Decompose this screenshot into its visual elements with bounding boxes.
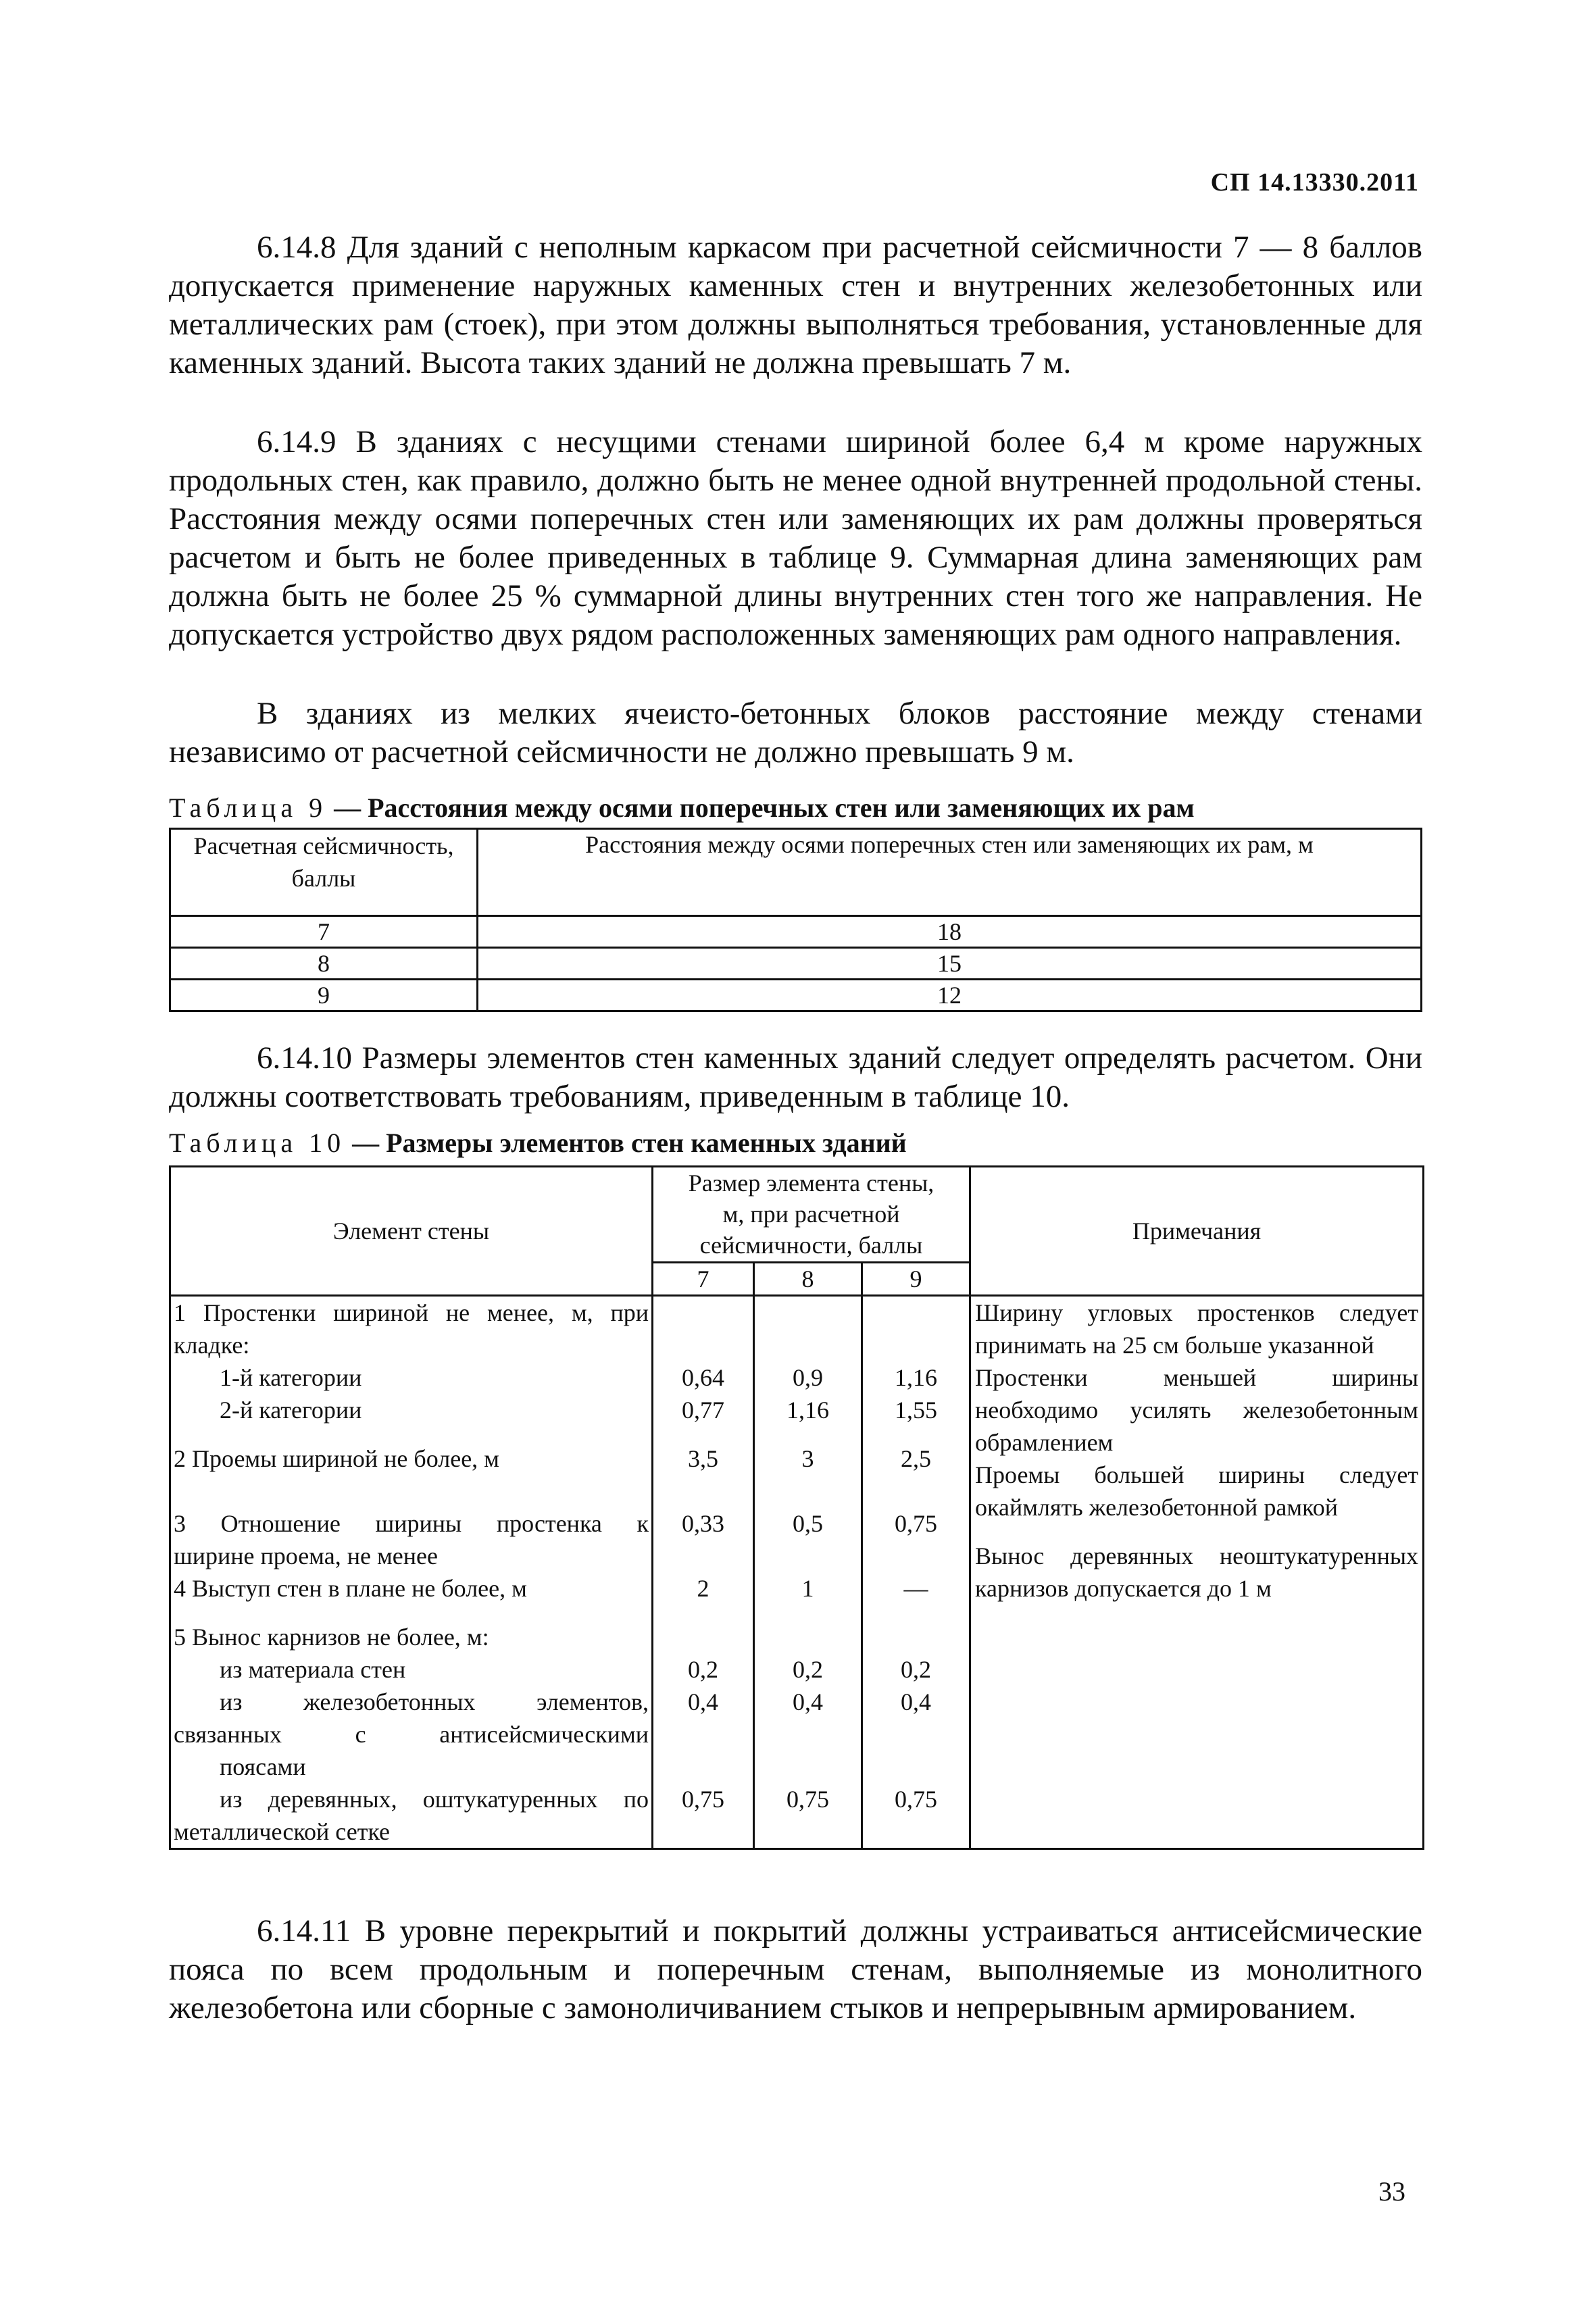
table9 xyxy=(169,828,1422,1012)
paragraph-6-14-10 xyxy=(169,1039,1422,1116)
table9-distance-cell: 18 xyxy=(478,916,1422,948)
table10-caption xyxy=(169,1127,907,1159)
table10 xyxy=(169,1165,1424,1850)
table9-seismicity-cell: 8 xyxy=(170,948,478,980)
table-row xyxy=(170,948,1422,980)
table10-element-cell: 1 Простенки шириной не менее, м, при кладке: 1-й категории 2-й категории 2 Проемы шириной не более, м 3 Отношение ширины простенка к ширине проема, не менее 4 Выступ стен в плане не более, м 5 Вынос карнизов не более, м: из материала стен из железобетонных элементов, связанных с антисейсмическими поясами из деревянных, оштукатуренных по металлической сетке xyxy=(170,1296,653,1849)
table10-notes-cell: Ширину угловых простенков следует принимать на 25 см больше указанной Простенки меньшей ширины необходимо усилять железобетонным обрамлением Проемы большей ширины следует окаймлять железобетонной рамкой Вынос деревянных неоштукатуренных карнизов допускается до 1 м xyxy=(970,1296,1424,1849)
paragraph-text: 6.14.10 Размеры элементов стен каменных зданий следует определять расчетом. Они должны соответствовать требованиям, приведенным в таблице 10. xyxy=(169,1040,1422,1114)
table9-caption xyxy=(169,792,1195,824)
table10-label: Таблица 10 xyxy=(169,1128,346,1158)
page-number: 33 xyxy=(1378,2176,1405,2207)
table10-header-notes: Примечания xyxy=(970,1167,1424,1296)
table9-distance-cell: 15 xyxy=(478,948,1422,980)
table9-label: Таблица 9 xyxy=(169,793,328,823)
table9-title: — Расстояния между осями поперечных стен или заменяющих их рам xyxy=(327,793,1195,823)
paragraph-text: 6.14.11 В уровне перекрытий и покрытий должны устраиваться антисейсмические пояса по всем продольным и поперечным стенам, выполняемые из монолитного железобетона или сборные с замоноличиванием стыков и непрерывным армированием. xyxy=(169,1913,1422,2026)
table9-distance-cell: 12 xyxy=(478,980,1422,1011)
table10-header-element: Элемент стены xyxy=(170,1167,653,1296)
table-row xyxy=(170,1296,1424,1849)
paragraph-6-14-11 xyxy=(169,1912,1422,2028)
table9-header-seismicity: Расчетная сейсмичность, баллы xyxy=(170,829,478,916)
table9-header-row xyxy=(170,829,1422,916)
document-code: СП 14.13330.2011 xyxy=(1210,168,1419,197)
table10-header-row xyxy=(170,1167,1424,1263)
table10-title: — Размеры элементов стен каменных зданий xyxy=(345,1128,907,1158)
table10-header-7: 7 xyxy=(653,1262,754,1295)
paragraph-text: 6.14.9 В зданиях с несущими стенами шириной более 6,4 м кроме наружных продольных стен, как правило, должно быть не менее одной внутренней продольной стены. Расстояния между осями поперечных стен или заменяющих их рам должны проверяться расчетом и быть не более приведенных в таблице 9. Суммарная длина заменяющих рам должна быть не более 25 % суммарной длины внутренних стен того же направления. Не допускается устройство двух рядом расположенных заменяющих рам одного направления. xyxy=(169,424,1422,652)
paragraph-6-14-9 xyxy=(169,423,1422,654)
table9-seismicity-cell: 9 xyxy=(170,980,478,1011)
table-row xyxy=(170,980,1422,1011)
paragraph-text: 6.14.8 Для зданий с неполным каркасом при расчетной сейсмичности 7 — 8 баллов допускается применение наружных каменных стен и внутренних железобетонных или металлических рам (стоек), при этом должны выполняться требования, установленные для каменных зданий. Высота таких зданий не должна превышать 7 м. xyxy=(169,230,1422,380)
table10-header-9: 9 xyxy=(862,1262,970,1295)
table10-values-8: 0,9 1,16 3 0,5 1 0,2 0,4 0,75 xyxy=(754,1296,862,1849)
table10-values-9: 1,16 1,55 2,5 0,75 — 0,2 0,4 0,75 xyxy=(862,1296,970,1849)
paragraph-6-14-9-cont xyxy=(169,695,1422,772)
paragraph-text: В зданиях из мелких ячеисто-бетонных блоков расстояние между стенами независимо от расчетной сейсмичности не должно превышать 9 м. xyxy=(169,696,1422,770)
table10-values-7: 0,64 0,77 3,5 0,33 2 0,2 0,4 0,75 xyxy=(653,1296,754,1849)
table10-header-size: Размер элемента стены, м, при расчетной сейсмичности, баллы xyxy=(653,1167,970,1263)
table10-header-8: 8 xyxy=(754,1262,862,1295)
table-row xyxy=(170,916,1422,948)
table9-seismicity-cell: 7 xyxy=(170,916,478,948)
paragraph-6-14-8 xyxy=(169,228,1422,382)
table9-header-distance: Расстояния между осями поперечных стен или заменяющих их рам, м xyxy=(478,829,1422,916)
